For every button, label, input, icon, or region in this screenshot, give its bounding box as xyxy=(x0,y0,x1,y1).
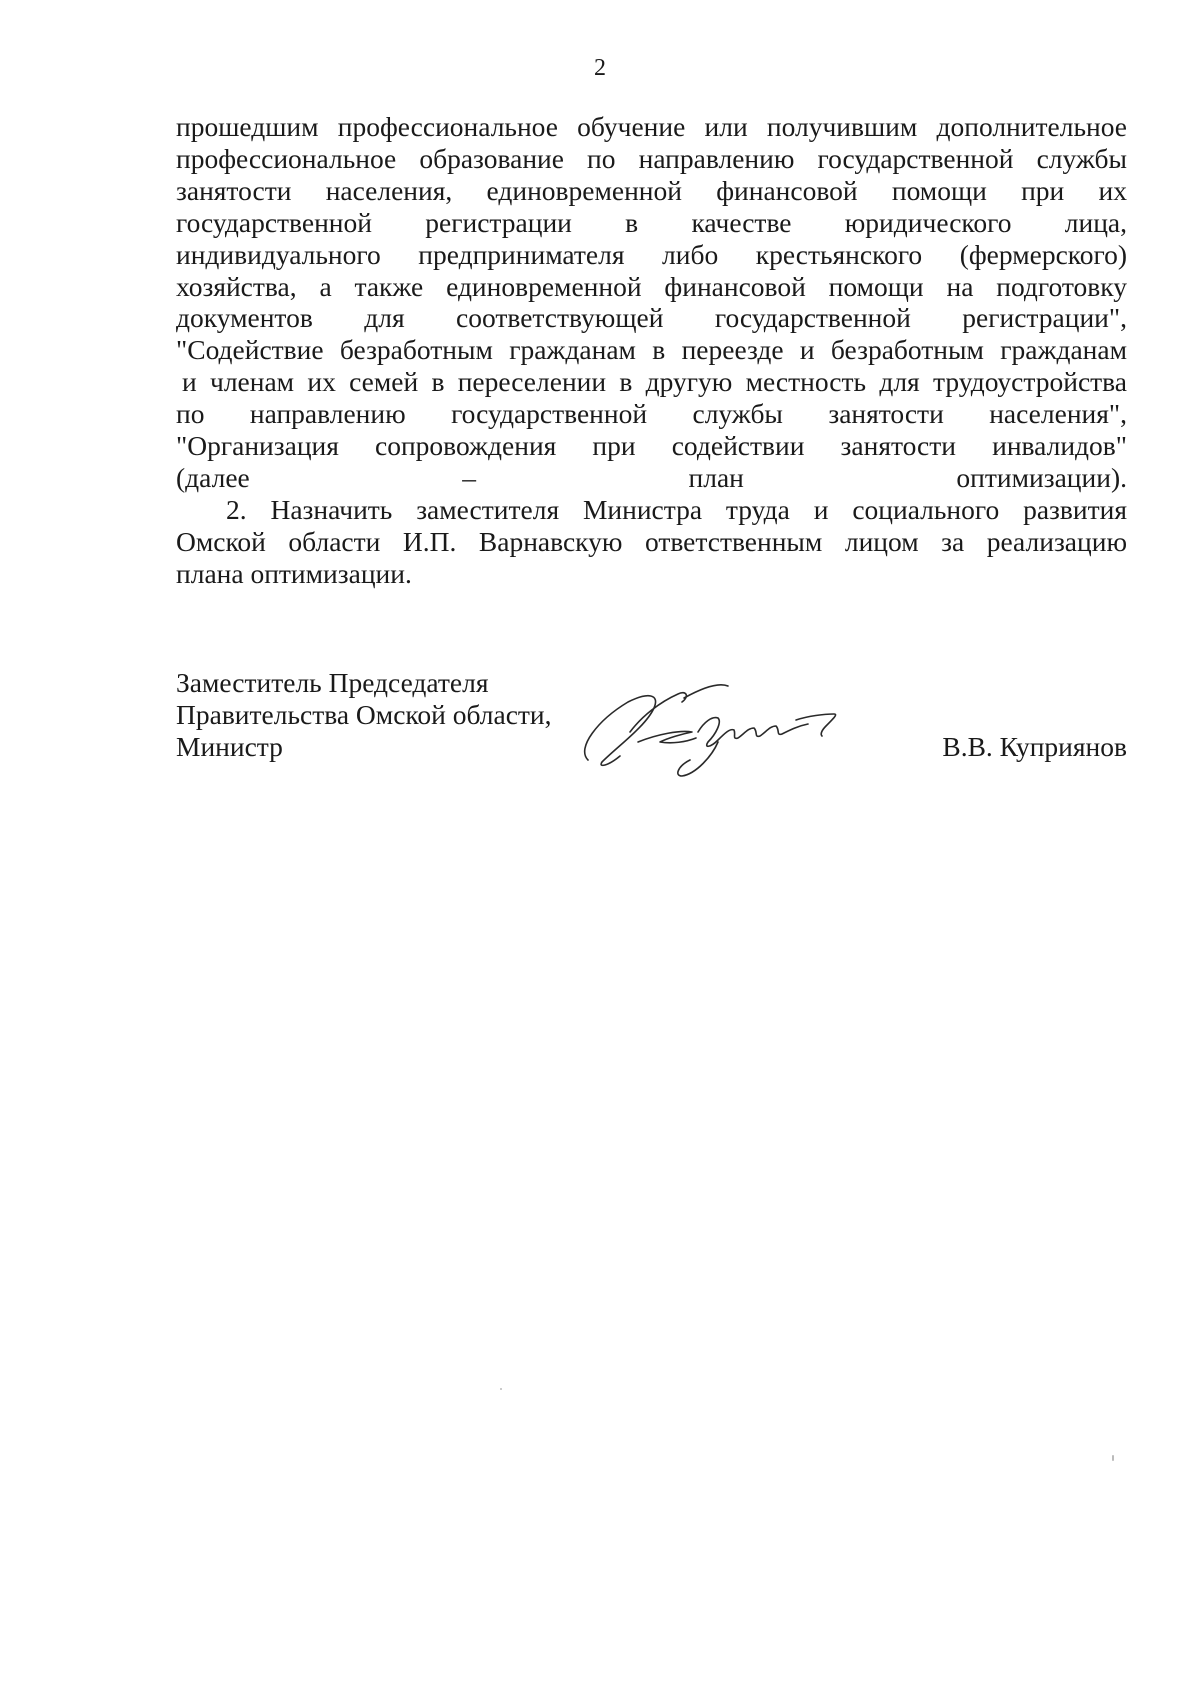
handwritten-signature-icon xyxy=(568,672,878,782)
body-line: профессиональное образование по направлению государственной службы xyxy=(176,142,1127,174)
body-line: индивидуального предпринимателя либо крестьянского (фермерского) xyxy=(176,238,1127,270)
paragraph-2-start: 2. Назначить заместителя Министра труда и социального развития xyxy=(226,493,1127,525)
signatory-position-line: Правительства Омской области, xyxy=(176,699,552,730)
scan-speck xyxy=(1112,1455,1114,1461)
body-line: Омской области И.П. Варнавскую ответственным лицом за реализацию xyxy=(176,525,1127,557)
page-number: 2 xyxy=(594,55,606,81)
body-line: (далее – план оптимизации). xyxy=(176,461,1127,493)
scan-speck xyxy=(500,1388,502,1390)
body-line: "Организация сопровождения при содействии занятости инвалидов" xyxy=(176,430,1127,462)
signatory-position xyxy=(176,667,552,763)
signatory-position-line: Заместитель Председателя xyxy=(176,667,489,698)
signatory-position-line: Министр xyxy=(176,731,283,762)
body-line: по направлению государственной службы занятости населения", xyxy=(176,398,1127,430)
body-line: документов для соответствующей государственной регистрации", xyxy=(176,302,1127,334)
body-line: государственной регистрации в качестве юридического лица, xyxy=(176,206,1127,238)
signatory-name: В.В. Куприянов xyxy=(942,731,1127,762)
body-line-last: плана оптимизации. xyxy=(176,557,412,589)
body-line: занятости населения, единовременной финансовой помощи при их xyxy=(176,174,1127,206)
body-line: и членам их семей в переселении в другую местность для трудоустройства xyxy=(182,366,1127,398)
body-line: "Содействие безработным гражданам в переезде и безработным гражданам xyxy=(176,334,1127,366)
body-line: прошедшим профессиональное обучение или получившим дополнительное xyxy=(176,111,1127,142)
document-body xyxy=(176,111,1127,590)
body-line: хозяйства, а также единовременной финансовой помощи на подготовку xyxy=(176,270,1127,302)
